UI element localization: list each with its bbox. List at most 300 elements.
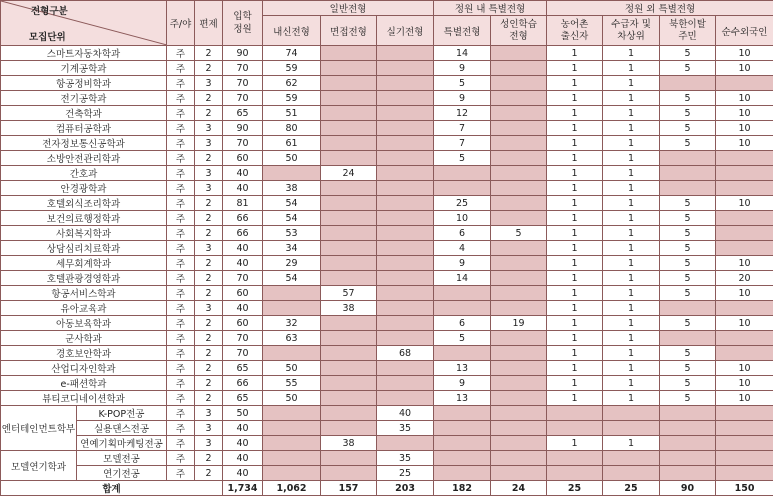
value-cell: 10 [716,121,773,136]
quota-cell: 40 [223,256,263,271]
value-cell: 5 [491,226,547,241]
value-cell [716,181,773,196]
value-cell [660,76,716,91]
day-night-cell: 주 [167,136,195,151]
header-col: 성인학습 전형 [491,16,547,46]
day-night-cell: 주 [167,121,195,136]
day-night-cell: 주 [167,331,195,346]
quota-cell: 65 [223,361,263,376]
value-cell [321,121,377,136]
value-cell: 1 [603,46,660,61]
value-cell [491,376,547,391]
value-cell [491,361,547,376]
value-cell: 74 [263,46,321,61]
value-cell [716,226,773,241]
value-cell: 25 [434,196,491,211]
major-name-cell: 연기전공 [77,466,167,481]
value-cell: 5 [660,91,716,106]
unit-name-cell: 전자정보통신공학과 [1,136,167,151]
quota-cell: 70 [223,76,263,91]
value-cell [716,421,773,436]
table-row [1,436,773,451]
value-cell [377,106,434,121]
value-cell: 1 [603,361,660,376]
day-night-cell: 주 [167,451,195,466]
quota-cell: 70 [223,331,263,346]
day-night-cell: 주 [167,106,195,121]
value-cell [321,226,377,241]
value-cell [377,286,434,301]
system-cell: 2 [195,106,223,121]
system-cell: 2 [195,226,223,241]
value-cell [491,166,547,181]
total-row [1,481,773,496]
value-cell: 34 [263,241,321,256]
value-cell: 5 [660,121,716,136]
unit-name-cell: 유아교육과 [1,301,167,316]
value-cell: 1 [603,226,660,241]
value-cell: 1 [603,391,660,406]
system-cell: 3 [195,181,223,196]
system-cell: 2 [195,61,223,76]
value-cell [321,151,377,166]
table-row [1,136,773,151]
day-night-cell: 주 [167,301,195,316]
value-cell [321,76,377,91]
value-cell [321,46,377,61]
table-row [1,301,773,316]
day-night-cell: 주 [167,436,195,451]
system-cell: 2 [195,391,223,406]
value-cell [434,466,491,481]
value-cell [491,391,547,406]
system-cell: 2 [195,466,223,481]
unit-name-cell: 호텔관광경영학과 [1,271,167,286]
value-cell: 5 [660,46,716,61]
value-cell [491,121,547,136]
value-cell: 1 [603,151,660,166]
total-value-cell: 24 [491,481,547,496]
table-row [1,46,773,61]
value-cell [377,76,434,91]
value-cell [321,106,377,121]
total-quota-cell: 1,734 [223,481,263,496]
value-cell [491,346,547,361]
total-label-cell: 합계 [1,481,223,496]
value-cell: 63 [263,331,321,346]
quota-cell: 40 [223,466,263,481]
value-cell: 1 [547,436,603,451]
value-cell [321,91,377,106]
value-cell: 1 [547,211,603,226]
value-cell: 10 [716,316,773,331]
table-row [1,211,773,226]
table-row [1,466,773,481]
value-cell: 50 [263,151,321,166]
system-cell: 3 [195,421,223,436]
table-body [1,46,773,496]
day-night-cell: 주 [167,376,195,391]
value-cell [491,76,547,91]
value-cell: 19 [491,316,547,331]
value-cell [321,136,377,151]
value-cell [377,361,434,376]
value-cell [321,406,377,421]
system-cell: 2 [195,361,223,376]
value-cell [377,91,434,106]
unit-name-cell: 상담심리치료학과 [1,241,167,256]
value-cell [321,256,377,271]
value-cell [377,376,434,391]
value-cell: 13 [434,361,491,376]
value-cell [491,181,547,196]
table-row [1,271,773,286]
value-cell: 10 [716,391,773,406]
value-cell: 5 [660,196,716,211]
value-cell: 9 [434,91,491,106]
value-cell [377,271,434,286]
value-cell [377,316,434,331]
value-cell [263,166,321,181]
value-cell: 5 [434,331,491,346]
value-cell: 1 [547,346,603,361]
value-cell [603,466,660,481]
unit-name-cell: 안경광학과 [1,181,167,196]
header-system: 편제 [195,1,223,46]
unit-name-cell: 항공정비학과 [1,76,167,91]
table-row [1,166,773,181]
value-cell [491,466,547,481]
value-cell: 1 [547,61,603,76]
value-cell [263,436,321,451]
quota-cell: 65 [223,391,263,406]
value-cell [660,181,716,196]
quota-cell: 60 [223,286,263,301]
value-cell: 7 [434,136,491,151]
value-cell [491,106,547,121]
value-cell [321,181,377,196]
value-cell: 1 [547,151,603,166]
day-night-cell: 주 [167,346,195,361]
unit-name-cell: 항공서비스학과 [1,286,167,301]
group-name-cell: 모델연기학과 [1,451,77,481]
value-cell [377,136,434,151]
table-row [1,286,773,301]
value-cell: 1 [603,121,660,136]
value-cell: 1 [547,301,603,316]
value-cell: 4 [434,241,491,256]
day-night-cell: 주 [167,151,195,166]
header-col: 내신전형 [263,16,321,46]
quota-cell: 90 [223,121,263,136]
value-cell: 5 [660,316,716,331]
value-cell: 1 [603,331,660,346]
value-cell [377,151,434,166]
value-cell: 38 [263,181,321,196]
value-cell [377,436,434,451]
value-cell [377,181,434,196]
day-night-cell: 주 [167,241,195,256]
table-row [1,361,773,376]
header-group-general: 일반전형 [263,1,434,16]
day-night-cell: 주 [167,286,195,301]
value-cell: 68 [377,346,434,361]
value-cell [603,421,660,436]
quota-cell: 70 [223,61,263,76]
header-day-night: 주/야 [167,1,195,46]
value-cell [321,421,377,436]
value-cell: 1 [547,106,603,121]
value-cell: 1 [603,316,660,331]
value-cell [321,346,377,361]
value-cell [716,241,773,256]
unit-name-cell: e-패션학과 [1,376,167,391]
value-cell [603,451,660,466]
value-cell: 5 [660,211,716,226]
system-cell: 3 [195,436,223,451]
value-cell: 1 [547,241,603,256]
value-cell [377,256,434,271]
quota-cell: 50 [223,406,263,421]
header-col: 북한이탈 주민 [660,16,716,46]
value-cell: 32 [263,316,321,331]
value-cell: 5 [660,361,716,376]
quota-cell: 66 [223,376,263,391]
value-cell: 20 [716,271,773,286]
quota-cell: 70 [223,271,263,286]
system-cell: 2 [195,316,223,331]
value-cell: 1 [547,331,603,346]
system-cell: 2 [195,331,223,346]
total-value-cell: 203 [377,481,434,496]
value-cell [491,421,547,436]
value-cell: 5 [660,256,716,271]
value-cell [377,301,434,316]
value-cell: 5 [434,76,491,91]
value-cell [491,46,547,61]
value-cell: 29 [263,256,321,271]
value-cell [377,331,434,346]
value-cell [321,451,377,466]
system-cell: 2 [195,211,223,226]
unit-name-cell: 컴퓨터공학과 [1,121,167,136]
value-cell: 1 [547,226,603,241]
value-cell: 1 [603,61,660,76]
system-cell: 3 [195,301,223,316]
value-cell: 10 [716,61,773,76]
day-night-cell: 주 [167,271,195,286]
day-night-cell: 주 [167,361,195,376]
value-cell: 1 [603,91,660,106]
value-cell [716,331,773,346]
value-cell [660,406,716,421]
value-cell: 62 [263,76,321,91]
value-cell: 1 [603,76,660,91]
day-night-cell: 주 [167,391,195,406]
day-night-cell: 주 [167,256,195,271]
value-cell [491,286,547,301]
value-cell: 10 [716,286,773,301]
diagonal-header-cell [1,1,167,46]
value-cell: 1 [603,301,660,316]
value-cell: 1 [603,346,660,361]
value-cell [321,361,377,376]
value-cell [377,226,434,241]
total-value-cell: 157 [321,481,377,496]
unit-name-cell: 호텔외식조리학과 [1,196,167,211]
value-cell [321,316,377,331]
quota-cell: 40 [223,421,263,436]
value-cell [263,346,321,361]
total-value-cell: 25 [547,481,603,496]
value-cell [377,121,434,136]
unit-name-cell: 세무회계학과 [1,256,167,271]
table-row [1,376,773,391]
value-cell [716,346,773,361]
value-cell [321,61,377,76]
value-cell [716,466,773,481]
value-cell [377,241,434,256]
table-row [1,316,773,331]
value-cell: 54 [263,211,321,226]
quota-cell: 40 [223,451,263,466]
unit-name-cell: 아동보육학과 [1,316,167,331]
value-cell [434,166,491,181]
value-cell [660,301,716,316]
total-value-cell: 25 [603,481,660,496]
value-cell: 7 [434,121,491,136]
value-cell [547,466,603,481]
header-col: 수급자 및 차상위 [603,16,660,46]
value-cell [434,421,491,436]
value-cell: 24 [321,166,377,181]
value-cell: 14 [434,271,491,286]
value-cell [377,211,434,226]
value-cell: 10 [716,136,773,151]
value-cell: 38 [321,436,377,451]
value-cell: 1 [603,286,660,301]
unit-name-cell: 소방안전관리학과 [1,151,167,166]
value-cell: 53 [263,226,321,241]
quota-cell: 40 [223,166,263,181]
value-cell: 35 [377,451,434,466]
value-cell: 1 [547,376,603,391]
system-cell: 2 [195,196,223,211]
header-col: 실기전형 [377,16,434,46]
table-row [1,331,773,346]
value-cell: 10 [716,196,773,211]
value-cell [491,136,547,151]
quota-cell: 60 [223,151,263,166]
quota-cell: 40 [223,301,263,316]
value-cell: 80 [263,121,321,136]
value-cell: 5 [660,271,716,286]
day-night-cell: 주 [167,421,195,436]
value-cell: 61 [263,136,321,151]
header-quota: 입학 정원 [223,1,263,46]
day-night-cell: 주 [167,76,195,91]
total-value-cell: 1,062 [263,481,321,496]
value-cell: 6 [434,226,491,241]
value-cell: 25 [377,466,434,481]
value-cell [491,196,547,211]
major-name-cell: 실용댄스전공 [77,421,167,436]
system-cell: 2 [195,91,223,106]
value-cell: 50 [263,391,321,406]
quota-cell: 70 [223,136,263,151]
value-cell [491,451,547,466]
value-cell: 1 [547,181,603,196]
header-col: 면접전형 [321,16,377,46]
value-cell: 10 [716,376,773,391]
value-cell: 1 [547,196,603,211]
day-night-cell: 주 [167,466,195,481]
day-night-cell: 주 [167,211,195,226]
value-cell [263,466,321,481]
value-cell: 10 [716,106,773,121]
value-cell: 1 [603,241,660,256]
value-cell: 1 [547,121,603,136]
header-group-special-in: 정원 내 특별전형 [434,1,547,16]
value-cell: 5 [660,346,716,361]
value-cell: 1 [603,166,660,181]
value-cell [716,166,773,181]
value-cell: 50 [263,361,321,376]
header-col: 특별전형 [434,16,491,46]
value-cell: 10 [434,211,491,226]
major-name-cell: 모델전공 [77,451,167,466]
table-row [1,121,773,136]
value-cell: 1 [603,271,660,286]
value-cell: 1 [547,391,603,406]
unit-name-cell: 산업디자인학과 [1,361,167,376]
value-cell: 55 [263,376,321,391]
quota-cell: 40 [223,241,263,256]
unit-name-cell: 사회복지학과 [1,226,167,241]
value-cell: 35 [377,421,434,436]
day-night-cell: 주 [167,166,195,181]
value-cell [660,466,716,481]
value-cell [377,196,434,211]
value-cell [716,451,773,466]
value-cell: 1 [603,376,660,391]
unit-name-cell: 군사학과 [1,331,167,346]
value-cell: 5 [660,136,716,151]
quota-cell: 81 [223,196,263,211]
value-cell [603,406,660,421]
value-cell [660,436,716,451]
value-cell: 10 [716,361,773,376]
value-cell: 51 [263,106,321,121]
quota-cell: 70 [223,91,263,106]
value-cell [377,46,434,61]
major-name-cell: 연예기획마케팅전공 [77,436,167,451]
value-cell: 6 [434,316,491,331]
major-name-cell: K-POP전공 [77,406,167,421]
value-cell [716,436,773,451]
quota-cell: 90 [223,46,263,61]
system-cell: 2 [195,376,223,391]
value-cell: 5 [660,391,716,406]
unit-name-cell: 보건의료행정학과 [1,211,167,226]
value-cell [547,451,603,466]
table-row [1,406,773,421]
table-row [1,196,773,211]
table-row [1,391,773,406]
system-cell: 3 [195,121,223,136]
value-cell [377,391,434,406]
value-cell: 5 [660,106,716,121]
